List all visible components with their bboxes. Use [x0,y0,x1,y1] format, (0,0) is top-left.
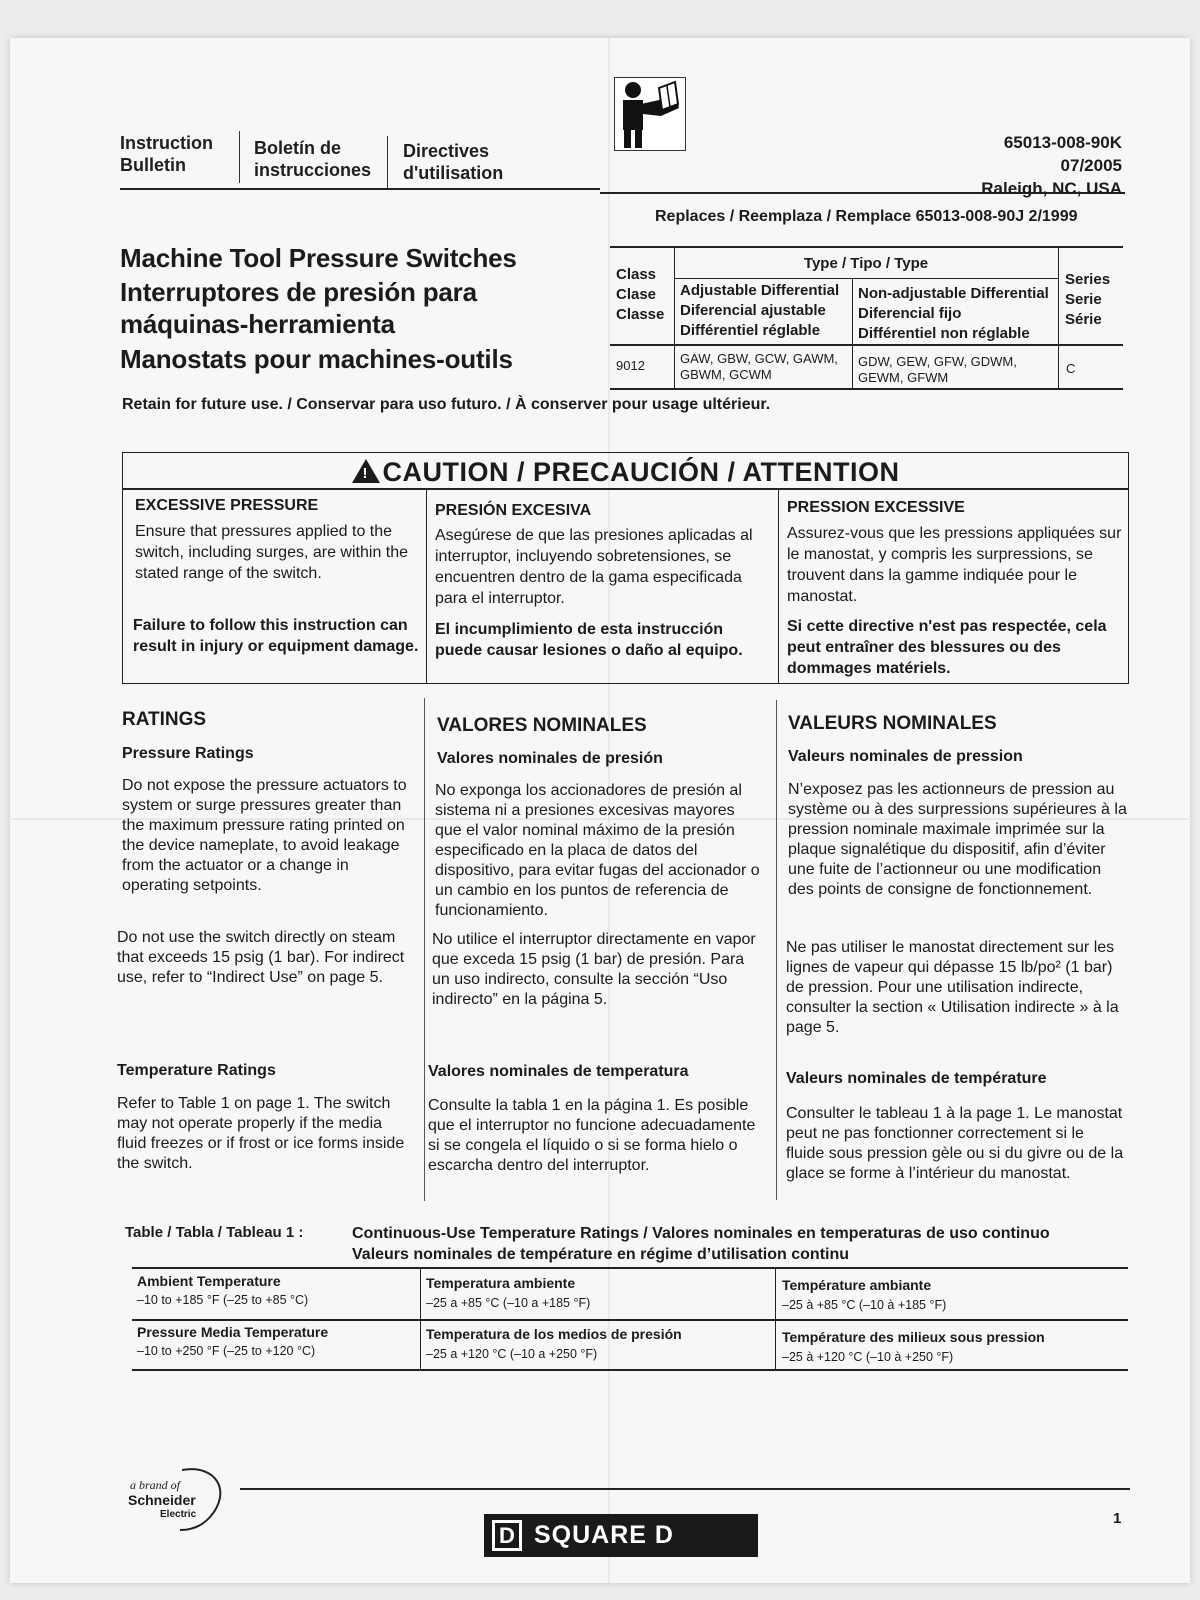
class-value: 9012 [616,358,645,373]
pressure-heading-en: Pressure Ratings [122,745,254,762]
ambient-temperature-value-es: –25 a +85 °C (–10 a +185 °F) [426,1296,591,1310]
schneider-brand-logo [122,1462,232,1532]
table1-caption: Table / Tabla / Tableau 1 : [125,1224,304,1241]
caution-box [122,452,1129,684]
ambient-temperature-label-en: Ambient Temperature [137,1273,281,1289]
caution-body-es: Asegúrese de que las presiones aplicadas al interruptor, incluyendo sobretensiones, se encuentren dentro de la gama especificada para el interruptor. [435,527,753,607]
temperature-text-en: Refer to Table 1 on page 1. The switch may not operate properly if the media fluid freezes or if frost or ice forms inside the switch. [117,1095,405,1172]
ambient-temperature-value-en: –10 to +185 °F (–25 to +85 °C) [137,1293,309,1307]
caution-column-separator [778,489,779,684]
ratings-heading-es: VALORES NOMINALES [437,715,647,736]
caution-body-en: Ensure that pressures applied to the switch, including surges, are within the stated range of the switch. [135,523,409,582]
ratings-heading-en: RATINGS [122,709,207,730]
retain-note: Retain for future use. / Conservar para uso futuro. / À conserver pour usage ultérieur. [122,396,771,413]
temperature-heading-fr: Valeurs nominales de température [786,1070,1047,1087]
table-rule [610,246,1123,248]
media-temperature-value-en: –10 to +250 °F (–25 to +120 °C) [137,1344,316,1358]
document-location: Raleigh, NC, USA [981,179,1122,198]
warning-triangle-icon: ! [352,459,380,483]
read-instructions-icon [614,77,686,151]
header-label-en: Instruction Bulletin [120,133,213,175]
non-adjustable-value: GDW, GEW, GFW, GDWM, GEWM, GFWM [858,354,1017,385]
media-temperature-label-fr: Température des milieux sous pression [782,1329,1045,1345]
brand-prefix: a brand of [130,1478,181,1492]
series-header: Series Serie Série [1065,271,1111,328]
column-separator [424,698,425,1201]
pressure-text-fr: N’exposez pas les actionneurs de pression au système ou à des surpressions supérieures à la pression nominale maximale imprimée sur la plaque signalétique du dispositif, afin d’éviter une fuite de l’actionneur ou une modification des points de consigne de fonctionnement. [788,781,1127,898]
column-separator [776,700,777,1200]
temperature-text-fr: Consulter le tableau 1 à la page 1. Le manostat peut ne pas fonctionner correctement si le fluide sous pression gèle ou si du givre ou de la glace se forme à l’intérieur du manostat. [786,1105,1124,1182]
ambient-temperature-value-fr: –25 à +85 °C (–10 à +185 °F) [782,1298,947,1312]
steam-text-fr: Ne pas utiliser le manostat directement sur les lignes de vapeur qui dépasse 15 lb/po² (1 bar) de pression. Pour une utilisation indirecte, consulter la section « Utilisation indirecte » à la page 5. [786,939,1119,1036]
replaces-line: Replaces / Reemplaza / Remplace 65013-008-90J 2/1999 [655,208,1078,225]
caution-body-fr: Assurez-vous que les pressions appliquées sur le manostat, y compris les surpressions, se trouvent dans la gamme indiquée pour le manostat. [787,525,1122,605]
steam-text-en: Do not use the switch directly on steam that exceeds 15 psig (1 bar). For indirect use, refer to “Indirect Use” on page 5. [117,929,405,986]
table-rule [674,278,1058,279]
adjustable-header: Adjustable Differential Diferencial ajustable Différentiel réglable [680,282,840,339]
header-label-fr: Directives d'utilisation [403,141,504,183]
caution-heading-en: EXCESSIVE PRESSURE [135,497,319,514]
media-temperature-label-es: Temperatura de los medios de presión [426,1326,682,1342]
table-col-line [420,1267,421,1371]
title-en: Machine Tool Pressure Switches [120,243,517,273]
table-col-line [775,1267,776,1371]
class-type-table [610,246,1123,390]
table-rule [132,1369,1128,1371]
adjustable-value: GAW, GBW, GCW, GAWM, GBWM, GCWM [680,351,838,382]
non-adjustable-header: Non-adjustable Differential Diferencial fijo Différentiel non réglable [858,285,1049,342]
footer-rule [240,1488,1130,1490]
caution-title: ! CAUTION / PRECAUCIÓN / ATTENTION [123,457,1128,488]
media-temperature-value-fr: –25 à +120 °C (–10 à +250 °F) [782,1350,954,1364]
header-label-es: Boletín de instrucciones [254,138,372,180]
title-es-line2: máquinas-herramienta [120,309,395,339]
brand-sub: Electric [160,1509,197,1520]
header-rule-left [120,188,600,190]
table-rule [132,1267,1128,1269]
document-number: 65013-008-90K [1003,133,1122,152]
table1-title-line1: Continuous-Use Temperature Ratings / Valores nominales en temperaturas de uso continuo [352,1225,1050,1242]
series-value: C [1066,361,1076,376]
page-number: 1 [1113,1510,1122,1527]
title-es-line1: Interruptores de presión para [120,277,477,307]
temperature-text-es: Consulte la tabla 1 en la página 1. Es posible que el interruptor no funcione adecuadamente si se congela el líquido o si se forma hielo o escarcha dentro del interruptor. [428,1097,756,1174]
header-separator [387,136,388,188]
table-rule [132,1319,1128,1321]
caution-warning-es: El incumplimiento de esta instrucción puede causar lesiones o daño al equipo. [435,621,743,659]
pressure-text-es: No exponga los accionadores de presión al sistema ni a presiones excesivas mayores que el valor nominal máximo de la presión especificado en la placa de datos del dispositivo, para evitar fugas del accionador o un cambio en los puntos de referencia de funcionamiento. [435,782,760,919]
square-d-logo [484,1514,758,1557]
table-rule [610,388,1123,390]
table-col-line [1058,246,1059,390]
temperature-heading-es: Valores nominales de temperatura [428,1063,689,1080]
title-fr: Manostats pour machines-outils [120,344,513,374]
type-header: Type / Tipo / Type [803,255,929,272]
caution-heading-es: PRESIÓN EXCESIVA [435,502,592,519]
pressure-heading-fr: Valeurs nominales de pression [788,748,1023,765]
header-separator [239,131,240,183]
class-header: Class Clase Classe [616,266,665,323]
table-rule [610,344,1123,346]
caution-warning-en: Failure to follow this instruction can result in injury or equipment damage. [133,617,419,655]
square-d-wordmark: SQUARE D [534,1521,674,1549]
ambient-temperature-label-fr: Température ambiante [782,1277,932,1293]
ambient-temperature-label-es: Temperatura ambiente [426,1275,576,1291]
temperature-heading-en: Temperature Ratings [117,1062,276,1079]
ratings-heading-fr: VALEURS NOMINALES [788,713,997,734]
table1-title-line2: Valeurs nominales de température en régime d’utilisation continu [352,1246,850,1263]
media-temperature-label-en: Pressure Media Temperature [137,1324,329,1340]
caution-column-separator [426,489,427,684]
pressure-text-en: Do not expose the pressure actuators to system or surge pressures greater than the maximum pressure rating printed on the device nameplate, to avoid leakage from the actuator or a change in operating setpoints. [122,777,407,894]
caution-heading-fr: PRESSION EXCESSIVE [787,499,965,516]
steam-text-es: No utilice el interruptor directamente en vapor que exceda 15 psig (1 bar) de presión. Para un uso indirecto, consulte la sección “Uso indirecto” en la página 5. [432,931,756,1008]
document-date: 07/2005 [1060,156,1122,175]
pressure-heading-es: Valores nominales de presión [437,750,663,767]
caution-divider [123,488,1128,490]
brand-name: Schneider [128,1492,196,1508]
table-col-line [852,278,853,390]
media-temperature-value-es: –25 a +120 °C (–10 a +250 °F) [426,1347,598,1361]
temperature-ratings-table [132,1267,1128,1371]
caution-warning-fr: Si cette directive n'est pas respectée, cela peut entraîner des blessures ou des dommages matériels. [787,618,1107,677]
square-d-letter: D [492,1520,522,1551]
